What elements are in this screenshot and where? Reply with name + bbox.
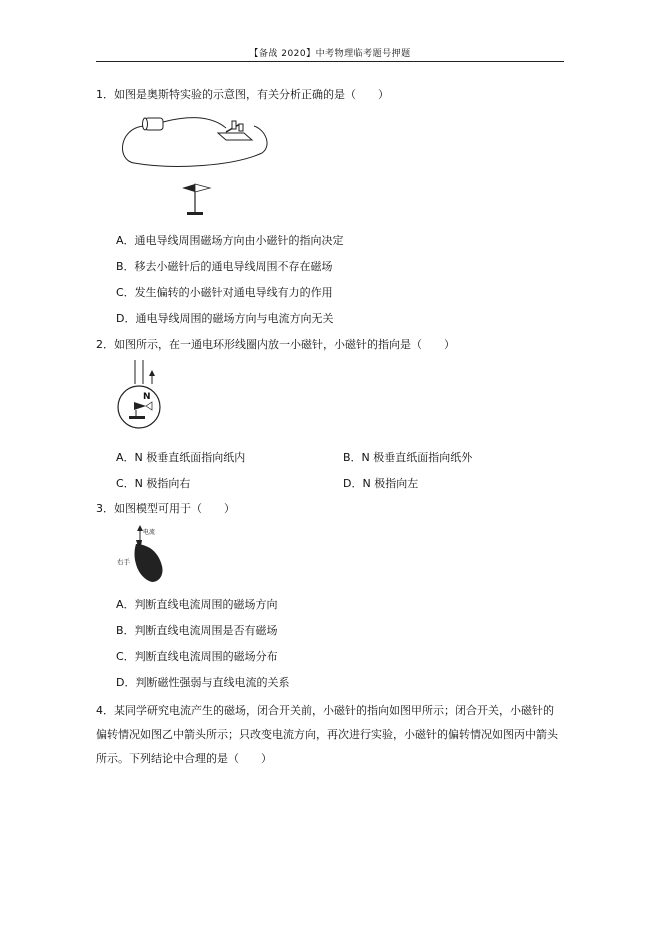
question-1-option-d: D．通电导线周围的磁场方向与电流方向无关 xyxy=(116,312,334,325)
page-header: 【备战 2020】中考物理临考题号押题 xyxy=(249,49,411,59)
question-3-option-b: B．判断直线电流周围是否有磁场 xyxy=(116,624,278,637)
question-4-number: 4． xyxy=(96,704,114,717)
question-3-option-c: C．判断直线电流周围的磁场分布 xyxy=(116,650,278,663)
current-label: 电流 xyxy=(143,529,156,536)
question-1-option-c: C．发生偏转的小磁针对通电导线有力的作用 xyxy=(116,286,333,299)
question-3-number: 3． xyxy=(96,502,114,515)
question-1-option-a: A．通电导线周围磁场方向由小磁针的指向决定 xyxy=(116,234,344,247)
question-4-text: 某同学研究电流产生的磁场，闭合开关前，小磁针的指向如图甲所示；闭合开关，小磁针的偏转情况如图乙中箭头所示；只改变电流方向，再次进行实验，小磁针的偏转情况如图丙中箭头所示。下列结论中合理的是（ ） xyxy=(96,704,558,765)
question-2-option-c: C．N 极指向右 xyxy=(116,477,191,490)
oersted-experiment-figure xyxy=(114,108,274,223)
question-1-text: 如图是奥斯特实验的示意图，有关分析正确的是（ ） xyxy=(114,88,389,101)
question-3-option-a: A．判断直线电流周围的磁场方向 xyxy=(116,598,278,611)
question-2-option-a: A．N 极垂直纸面指向纸内 xyxy=(116,451,246,464)
right-hand-label: 右手 xyxy=(117,558,130,566)
right-hand-rule-figure xyxy=(114,524,176,586)
question-2-number: 2． xyxy=(96,338,114,351)
question-3-stem xyxy=(96,502,235,516)
ring-coil-compass-figure xyxy=(116,358,166,436)
question-3-option-d: D．判断磁性强弱与直线电流的关系 xyxy=(116,676,290,689)
question-4-stem xyxy=(96,699,564,771)
question-3-text: 如图模型可用于（ ） xyxy=(114,502,235,515)
question-2-option-d: D．N 极指向左 xyxy=(343,477,419,490)
header-divider xyxy=(96,61,564,62)
question-1-number: 1． xyxy=(96,88,114,101)
question-2-option-b: B．N 极垂直纸面指向纸外 xyxy=(343,451,473,464)
compass-north-label: N xyxy=(143,392,151,402)
question-1-option-b: B．移去小磁针后的通电导线周围不存在磁场 xyxy=(116,260,333,273)
question-1-stem xyxy=(96,88,389,102)
question-2-stem xyxy=(96,338,455,352)
question-2-text: 如图所示，在一通电环形线圈内放一小磁针，小磁针的指向是（ ） xyxy=(114,338,455,351)
